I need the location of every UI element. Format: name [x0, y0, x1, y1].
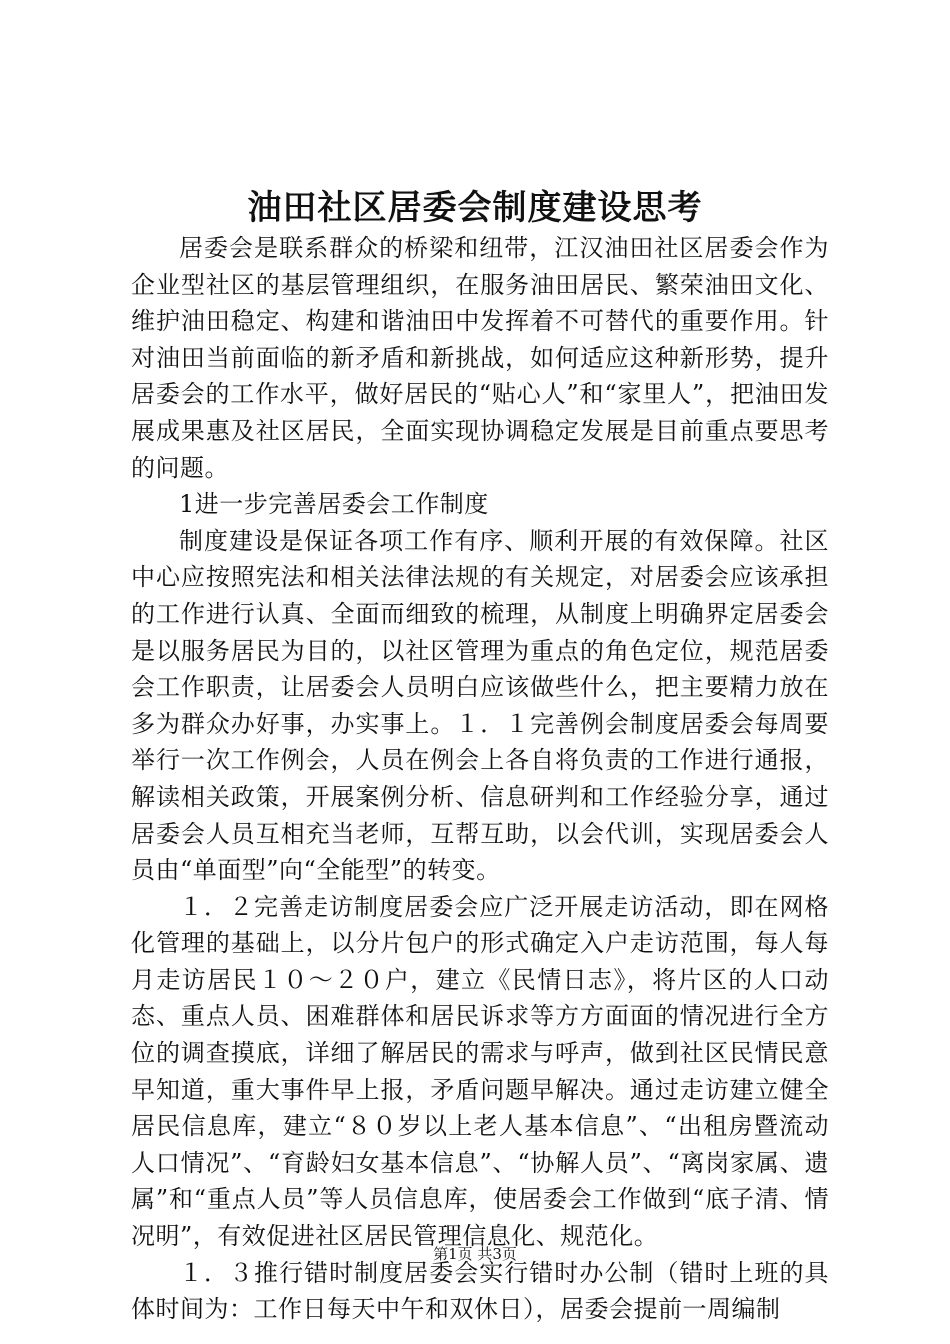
paragraph-1-1: 制度建设是保证各项工作有序、顺利开展的有效保障。社区中心应按照宪法和相关法律法规的有关规定，对居委会应该承担的工作进行认真、全面而细致的梳理，从制度上明确界定居委会是以服务居民为目的，以社区管理为重点的角色定位，规范居委会工作职责，让居委会人员明白应该做些什么，把主要精力放在多为群众办好事，办实事上。１．１完善例会制度居委会每周要举行一次工作例会，人员在例会上各自将负责的工作进行通报，解读相关政策，开展案例分析、信息研判和工作经验分享，通过居委会人员互相充当老师，互帮互助，以会代训，实现居委会人员由“单面型”向“全能型”的转变。: [131, 526, 829, 885]
page-number-footer: 第1页 共3页: [433, 1245, 517, 1263]
document-title: 油田社区居委会制度建设思考: [247, 188, 703, 228]
paragraph-1-3: １．３推行错时制度居委会实行错时办公制（错时上班的具体时间为：工作日每天中午和双休日），居委会提前一周编制: [131, 1258, 829, 1324]
section-heading-1: 1进一步完善居委会工作制度: [179, 490, 489, 519]
document-body: [131, 230, 829, 1328]
paragraph-1-2: １．２完善走访制度居委会应广泛开展走访活动，即在网格化管理的基础上，以分片包户的形式确定入户走访范围，每人每月走访居民１０～２０户，建立《民情日志》，将片区的人口动态、重点人员、困难群体和居民诉求等方方面面的情况进行全方位的调查摸底，详细了解居民的需求与呼声，做到社区民情民意早知道，重大事件早上报，矛盾问题早解决。通过走访建立健全居民信息库，建立“８０岁以上老人基本信息”、“出租房暨流动人口情况”、“育龄妇女基本信息”、“协解人员”、“离岗家属、遗属”和“重点人员”等人员信息库，使居委会工作做到“底子清、情况明”，有效促进社区居民管理信息化、规范化。: [131, 892, 829, 1251]
paragraph-intro: 居委会是联系群众的桥梁和纽带，江汉油田社区居委会作为企业型社区的基层管理组织，在服务油田居民、繁荣油田文化、维护油田稳定、构建和谐油田中发挥着不可替代的重要作用。针对油田当前面临的新矛盾和新挑战，如何适应这种新形势，提升居委会的工作水平，做好居民的“贴心人”和“家里人”，把油田发展成果惠及社区居民，全面实现协调稳定发展是目前重点要思考的问题。: [131, 234, 829, 482]
